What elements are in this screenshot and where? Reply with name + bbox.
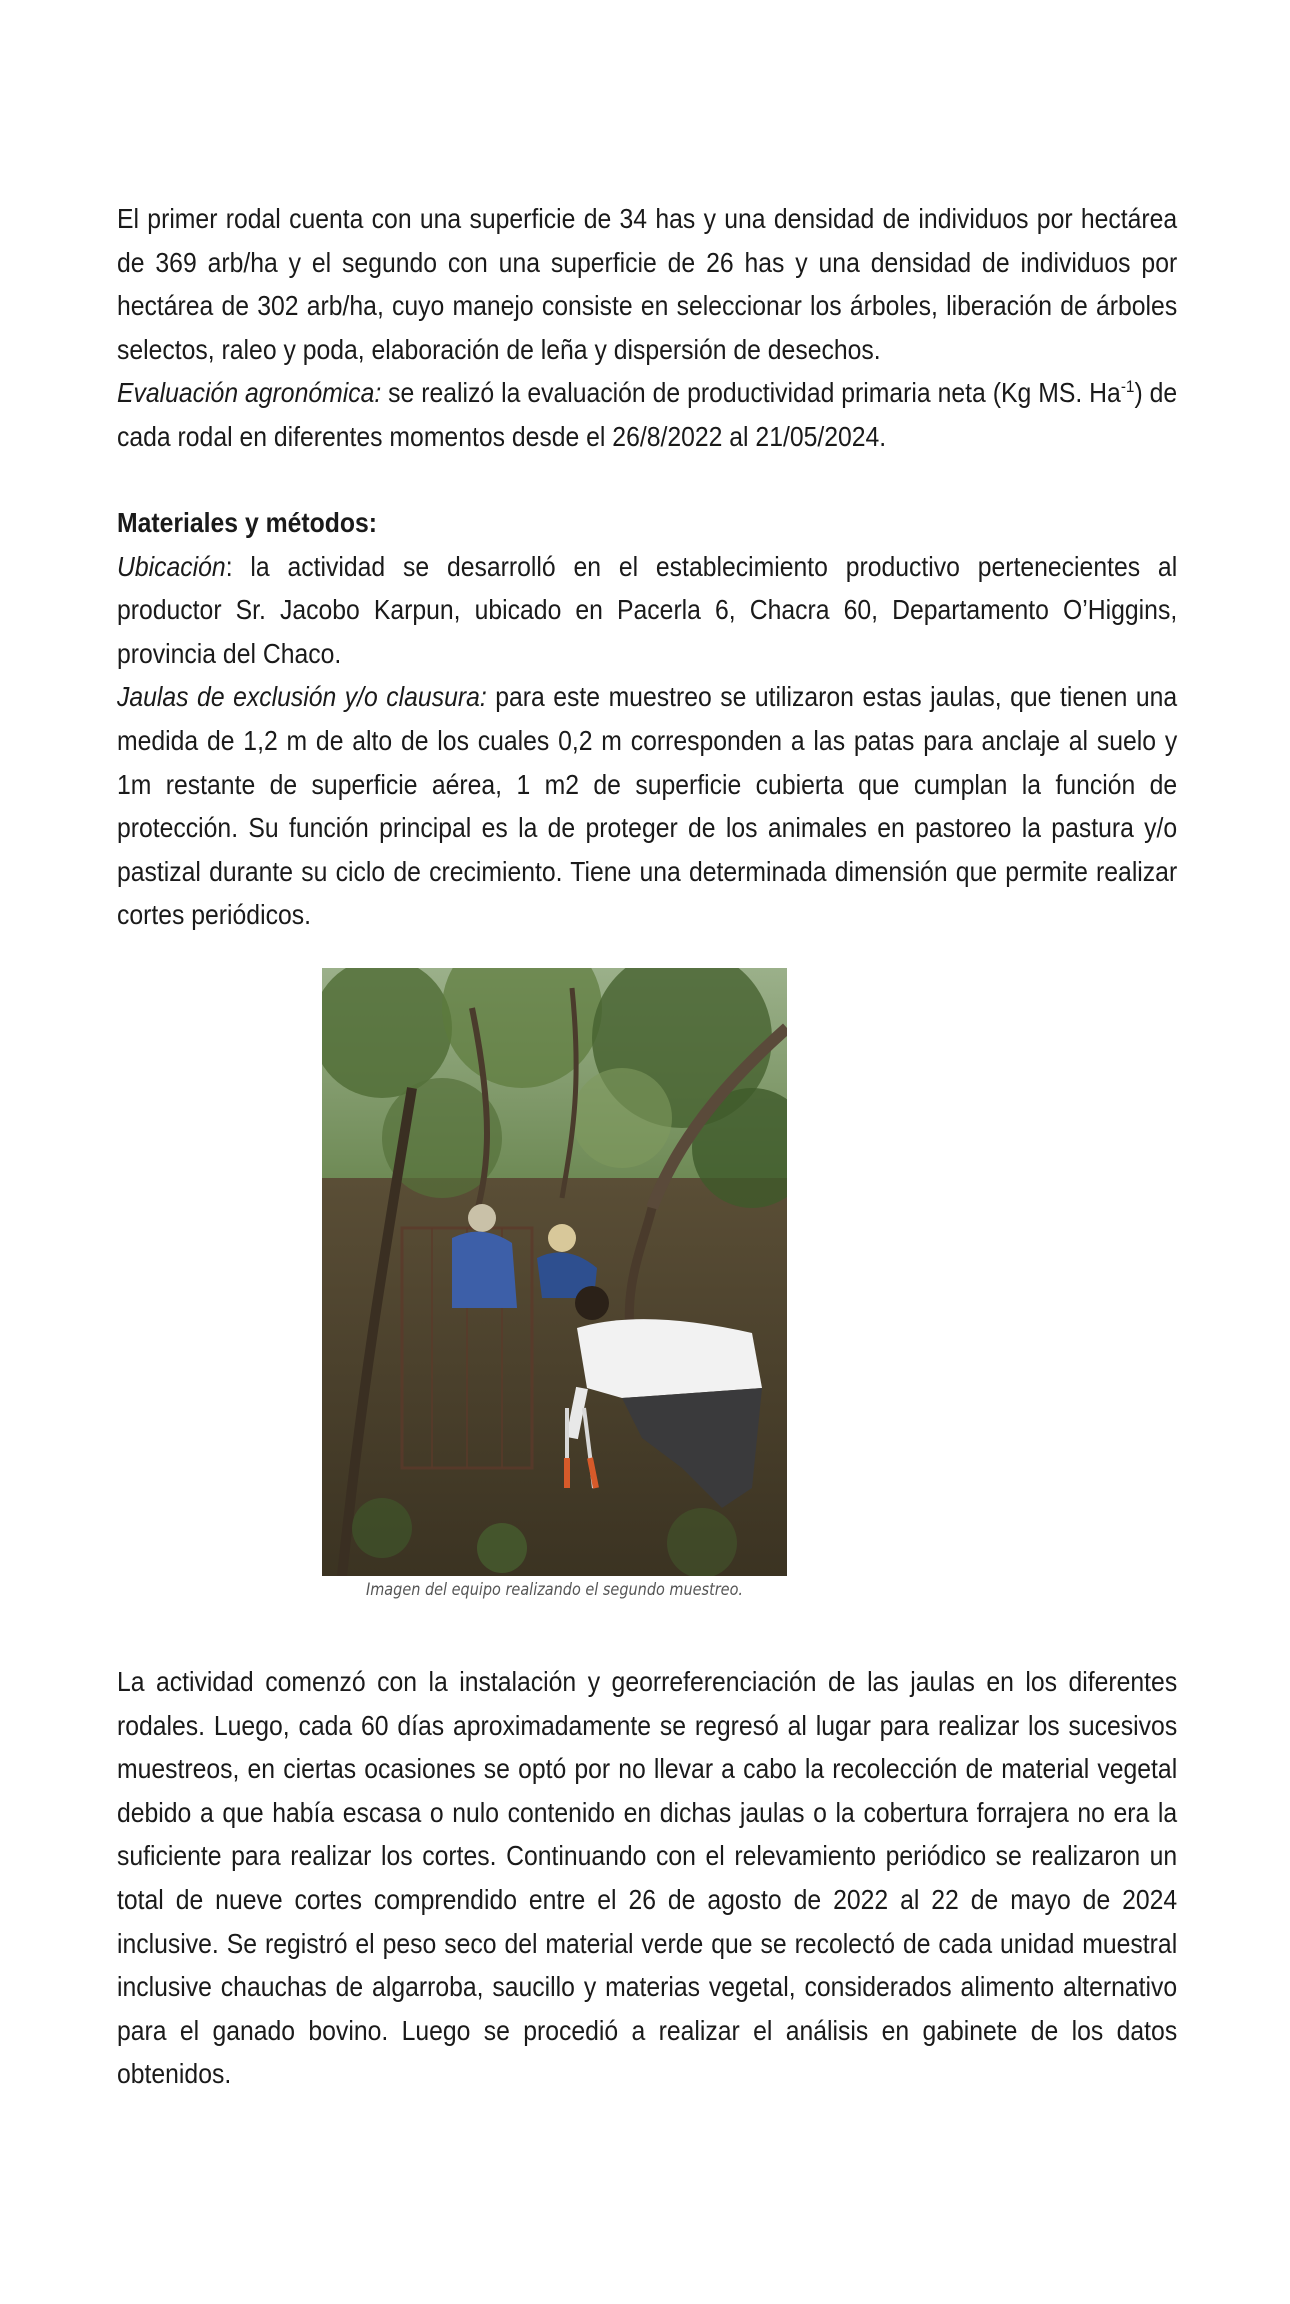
evaluacion-text-b: ) de cada rodal en diferentes momentos desde el 26/8/2022 al 21/05/2024. — [117, 377, 1178, 452]
paragraph-jaulas — [117, 675, 1177, 937]
field-photo — [322, 968, 787, 1576]
ubicacion-text: : la actividad se desarrolló en el establecimiento productivo pertenecientes al productor Sr. Jacobo Karpun, ubicado en Pacerla 6, Chacra 60, Departamento O’Higgins, provincia del Chaco. — [117, 550, 1178, 669]
field-photo-illustration — [322, 968, 787, 1576]
paragraph-rodales: El primer rodal cuenta con una superficie de 34 has y una densidad de individuos por hectárea de 369 arb/ha y el segundo con una superficie de 26 has y una densidad de individuos por hectárea de 302 arb/ha, cuyo manejo consiste en seleccionar los árboles, liberación de árboles selectos, raleo y poda, elaboración de leña y dispersión de desechos. — [117, 203, 1178, 365]
evaluacion-label: Evaluación agronómica: — [117, 377, 382, 409]
methods-block — [117, 501, 1177, 937]
paragraph-ubicacion — [117, 545, 1177, 676]
ubicacion-label: Ubicación — [117, 550, 226, 582]
evaluacion-text-a: se realizó la evaluación de productividad primaria neta (Kg MS. Ha — [381, 377, 1121, 409]
figure-caption: Imagen del equipo realizando el segundo muestreo. — [365, 1580, 744, 1600]
bottom-text-block — [117, 1660, 1177, 2096]
jaulas-label: Jaulas de exclusión y/o clausura: — [117, 681, 487, 713]
paragraph-actividad: La actividad comenzó con la instalación y georreferenciación de las jaulas en los diferentes rodales. Luego, cada 60 días aproximadamente se regresó al lugar para realizar los sucesivos muestreos, en ciertas ocasiones se optó por no llevar a cabo la recolección de material vegetal debido a que había escasa o nulo contenido en dichas jaulas o la cobertura forrajera no era la suficiente para realizar los cortes. Continuando con el relevamiento periódico se realizaron un total de nueve cortes comprendido entre el 26 de agosto de 2022 al 22 de mayo de 2024 inclusive. Se registró el peso seco del material verde que se recolectó de cada unidad muestral inclusive chauchas de algarroba, saucillo y materias vegetal, considerados alimento alternativo para el ganado bovino. Luego se procedió a realizar el análisis en gabinete de los datos obtenidos. — [117, 1666, 1178, 2090]
section-heading: Materiales y métodos: — [117, 507, 377, 538]
jaulas-text: para este muestreo se utilizaron estas jaulas, que tienen una medida de 1,2 m de alto de los cuales 0,2 m corresponden a las patas para anclaje al suelo y 1m restante de superficie aérea, 1 m2 de superficie cubierta que cumplan la función de protección. Su función principal es la de proteger de los animales en pastoreo la pastura y/o pastizal durante su ciclo de crecimiento. Tiene una determinada dimensión que permite realizar cortes periódicos. — [117, 681, 1178, 931]
top-text-block — [117, 197, 1177, 459]
evaluacion-superscript: -1 — [1120, 377, 1135, 397]
paragraph-evaluacion — [117, 371, 1177, 458]
